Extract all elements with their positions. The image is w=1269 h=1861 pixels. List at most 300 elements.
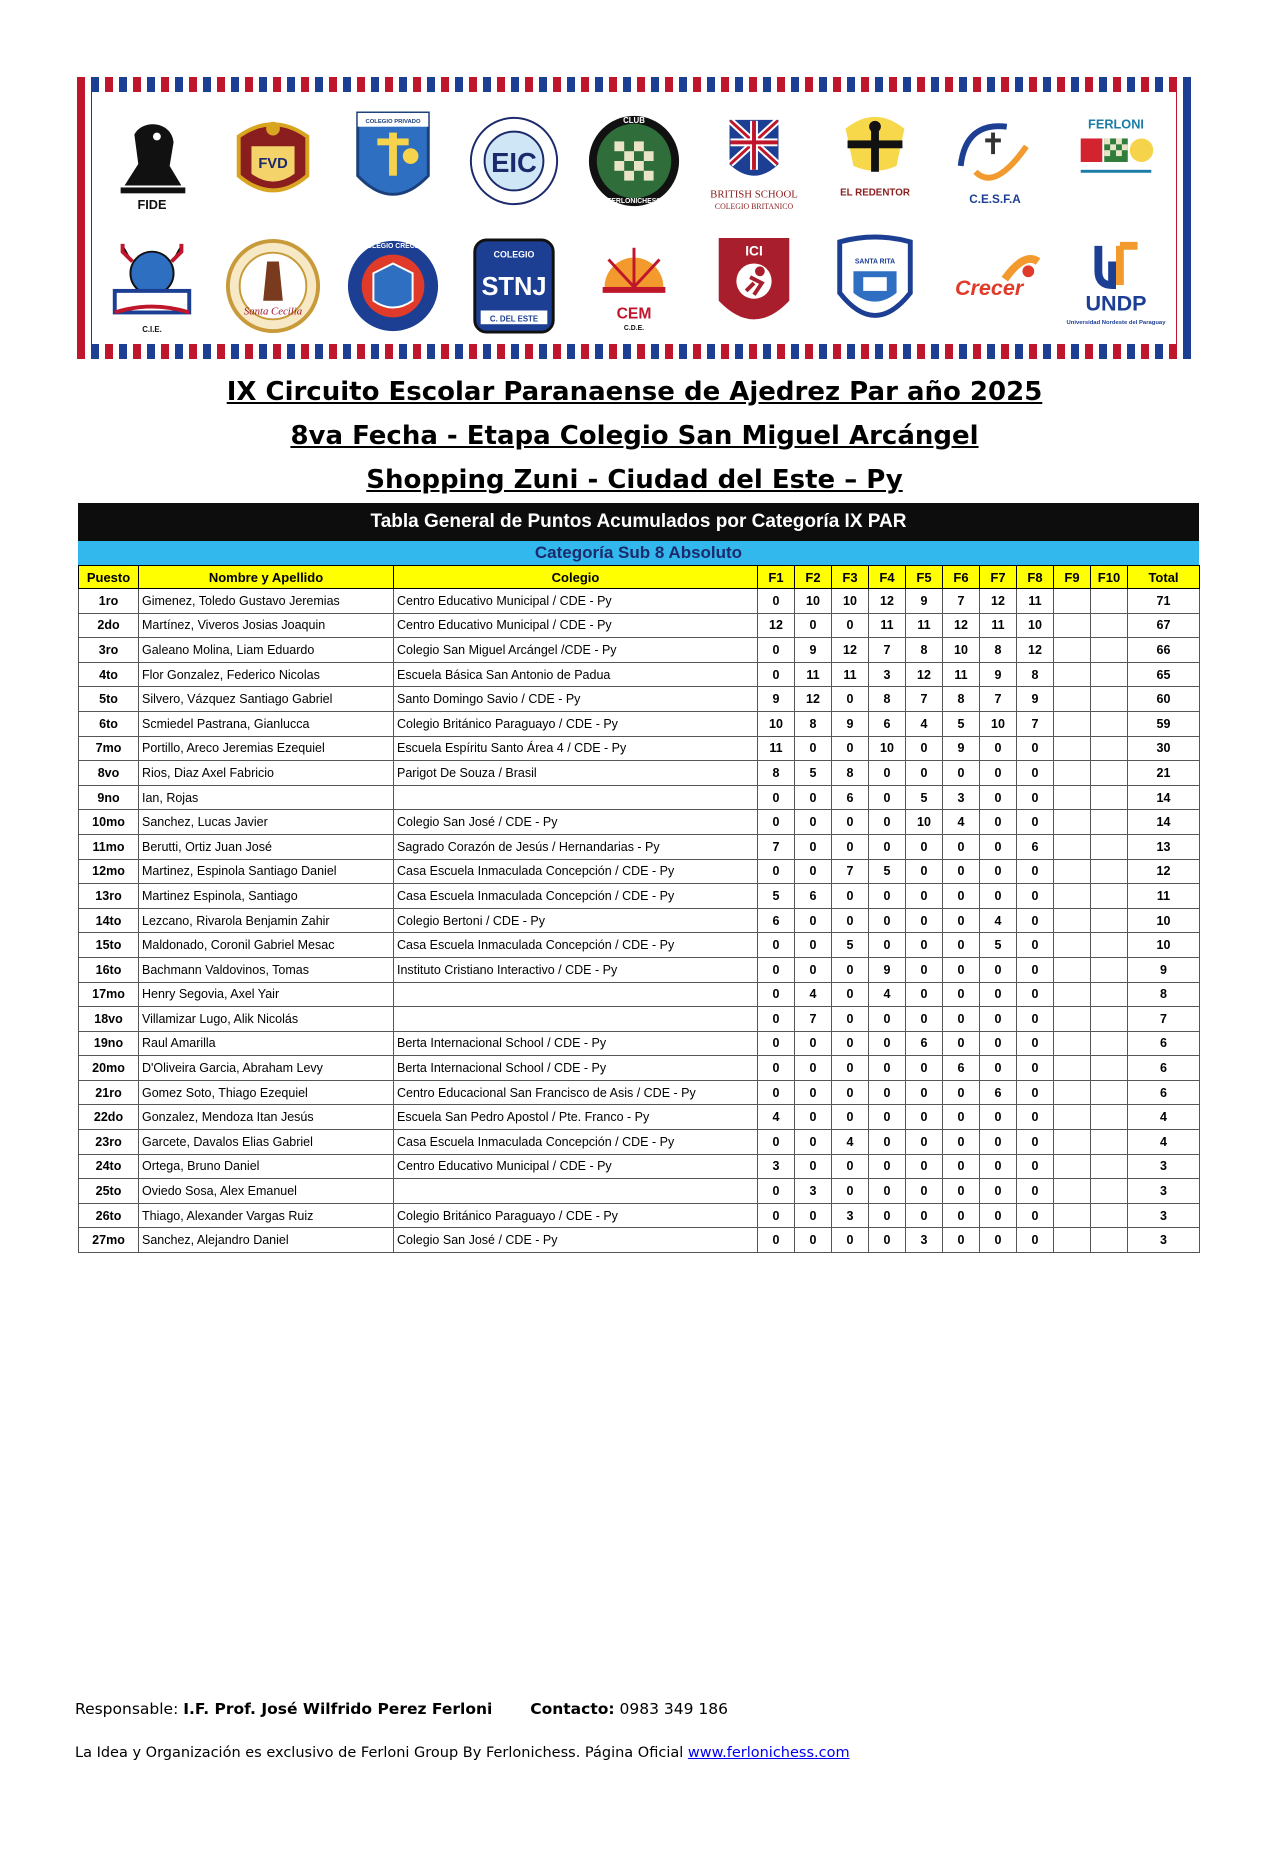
fecha-points-cell: 0 [832,1056,869,1081]
fecha-points-cell [1054,1007,1091,1032]
nombre-cell: Villamizar Lugo, Alik Nicolás [139,1007,394,1032]
table-row [79,859,1200,884]
fecha-points-cell [1091,908,1128,933]
idea-text: La Idea y Organización es exclusivo de Ferloni Group By Ferlonichess. Página Oficial [75,1745,684,1761]
fecha-points-cell: 0 [980,1228,1017,1253]
puesto-cell: 17mo [79,982,139,1007]
fecha-points-cell: 0 [1017,859,1054,884]
fecha-points-cell: 6 [943,1056,980,1081]
fecha-points-cell: 10 [869,736,906,761]
fecha-points-cell: 0 [980,761,1017,786]
fecha-points-cell: 0 [1017,785,1054,810]
total-cell: 10 [1128,908,1200,933]
table-row [79,638,1200,663]
fecha-points-cell: 0 [832,908,869,933]
fecha-points-cell: 0 [795,933,832,958]
fecha-points-cell: 0 [1017,933,1054,958]
puesto-cell: 15to [79,933,139,958]
fecha-points-cell: 0 [869,1130,906,1155]
fecha-points-cell [1091,761,1128,786]
column-header: Colegio [394,566,758,589]
nombre-cell: Raul Amarilla [139,1031,394,1056]
santa-cecilia-logo [224,232,322,340]
fecha-points-cell: 0 [980,834,1017,859]
table-row [79,613,1200,638]
table-row [79,1105,1200,1130]
stnj-text: STNJ [480,272,547,301]
fecha-points-cell: 0 [1017,1154,1054,1179]
column-header: Total [1128,566,1200,589]
fecha-points-cell: 0 [1017,1179,1054,1204]
fecha-points-cell [1054,1105,1091,1130]
fecha-points-cell: 0 [869,785,906,810]
total-cell: 65 [1128,662,1200,687]
fecha-points-cell: 0 [795,1154,832,1179]
fecha-points-cell: 0 [795,785,832,810]
fecha-points-cell: 0 [906,859,943,884]
ferloni-group-logo [1067,107,1165,215]
crecer-text: Crecer [955,274,1024,300]
fecha-points-cell: 0 [943,1007,980,1032]
fecha-points-cell: 7 [758,834,795,859]
fecha-points-cell: 7 [832,859,869,884]
fecha-points-cell: 0 [869,1179,906,1204]
fecha-points-cell [1054,711,1091,736]
fecha-points-cell: 6 [758,908,795,933]
fecha-points-cell: 0 [758,638,795,663]
fecha-points-cell: 0 [832,1105,869,1130]
total-cell: 9 [1128,957,1200,982]
total-cell: 3 [1128,1203,1200,1228]
fecha-points-cell: 0 [943,1105,980,1130]
fecha-points-cell: 0 [869,1031,906,1056]
table-row [79,1080,1200,1105]
colegio-cell [394,982,758,1007]
fecha-points-cell: 0 [795,908,832,933]
column-header: F3 [832,566,869,589]
fecha-points-cell [1091,859,1128,884]
fecha-points-cell: 4 [758,1105,795,1130]
fecha-points-cell: 0 [758,1007,795,1032]
fecha-points-cell: 0 [943,1179,980,1204]
fecha-points-cell: 0 [758,589,795,614]
fecha-points-cell: 0 [795,1228,832,1253]
fecha-points-cell: 0 [795,1105,832,1130]
fecha-points-cell: 0 [795,859,832,884]
fecha-points-cell: 0 [1017,1080,1054,1105]
fecha-points-cell: 0 [832,884,869,909]
fecha-points-cell [1054,1080,1091,1105]
column-header: Puesto [79,566,139,589]
fecha-points-cell: 12 [1017,638,1054,663]
fecha-points-cell: 3 [758,1154,795,1179]
fecha-points-cell: 0 [906,933,943,958]
fecha-points-cell: 6 [906,1031,943,1056]
table-row [79,1154,1200,1179]
total-cell: 30 [1128,736,1200,761]
fecha-points-cell: 5 [869,859,906,884]
total-cell: 4 [1128,1130,1200,1155]
fecha-points-cell: 0 [758,662,795,687]
fecha-points-cell [1091,662,1128,687]
total-cell: 14 [1128,810,1200,835]
table-row [79,761,1200,786]
el-redentor-logo [826,107,924,215]
official-site-link[interactable]: www.ferlonichess.com [687,1745,850,1761]
fecha-points-cell: 0 [795,1056,832,1081]
fecha-points-cell: 0 [1017,1203,1054,1228]
fecha-points-cell: 10 [1017,613,1054,638]
fecha-points-cell: 3 [906,1228,943,1253]
fecha-points-cell: 0 [795,834,832,859]
fecha-points-cell: 0 [795,810,832,835]
fecha-points-cell: 0 [832,613,869,638]
fecha-points-cell: 3 [832,1203,869,1228]
fecha-points-cell: 0 [758,1130,795,1155]
puesto-cell: 27mo [79,1228,139,1253]
title-block [0,370,1269,502]
nombre-cell: Ortega, Bruno Daniel [139,1154,394,1179]
fecha-points-cell: 0 [832,1179,869,1204]
fecha-points-cell: 0 [869,884,906,909]
fecha-points-cell: 0 [832,1080,869,1105]
puesto-cell: 12mo [79,859,139,884]
fecha-points-cell: 0 [869,1203,906,1228]
colegio-cell: Sagrado Corazón de Jesús / Hernandarias - Py [394,834,758,859]
fecha-points-cell [1091,785,1128,810]
total-cell: 60 [1128,687,1200,712]
fecha-points-cell: 11 [906,613,943,638]
fecha-points-cell: 9 [832,711,869,736]
colegio-cell: Centro Educativo Municipal / CDE - Py [394,1154,758,1179]
fecha-points-cell: 0 [906,1007,943,1032]
cem-text: CEM [616,305,652,323]
nombre-cell: Martinez Espinola, Santiago [139,884,394,909]
fecha-points-cell: 12 [869,589,906,614]
nombre-cell: Martinez, Espinola Santiago Daniel [139,859,394,884]
fecha-points-cell: 0 [943,859,980,884]
total-cell: 10 [1128,933,1200,958]
fecha-points-cell [1091,957,1128,982]
nombre-cell: Scmiedel Pastrana, Gianlucca [139,711,394,736]
fecha-points-cell [1091,613,1128,638]
total-cell: 6 [1128,1031,1200,1056]
table-row [79,908,1200,933]
svg-text:COLEGIO: COLEGIO [493,249,534,260]
fecha-points-cell: 0 [795,1080,832,1105]
puesto-cell: 14to [79,908,139,933]
fecha-points-cell: 0 [906,908,943,933]
fecha-points-cell: 9 [1017,687,1054,712]
fecha-points-cell: 0 [1017,957,1054,982]
fecha-points-cell: 0 [758,957,795,982]
footer-responsable [75,1700,728,1718]
ici-logo [705,232,803,340]
fecha-points-cell: 5 [758,884,795,909]
fecha-points-cell: 0 [1017,1105,1054,1130]
fecha-points-cell: 0 [869,1228,906,1253]
table-row [79,1031,1200,1056]
fecha-points-cell: 0 [869,1105,906,1130]
nombre-cell: Thiago, Alexander Vargas Ruiz [139,1203,394,1228]
fecha-points-cell [1091,834,1128,859]
puesto-cell: 9no [79,785,139,810]
british-school-sub: COLEGIO BRITANICO [715,202,794,212]
table-row [79,687,1200,712]
total-cell: 3 [1128,1179,1200,1204]
table-row [79,1056,1200,1081]
puesto-cell: 22do [79,1105,139,1130]
santa-rita-text: SANTA RITA [854,258,895,266]
fecha-points-cell: 0 [795,1203,832,1228]
santa-rita-logo [826,232,924,340]
fecha-points-cell: 0 [758,1080,795,1105]
column-header: F8 [1017,566,1054,589]
fecha-points-cell: 0 [980,1130,1017,1155]
puesto-cell: 10mo [79,810,139,835]
fecha-points-cell: 6 [795,884,832,909]
nombre-cell: Sanchez, Alejandro Daniel [139,1228,394,1253]
fecha-points-cell: 0 [758,785,795,810]
total-cell: 7 [1128,1007,1200,1032]
eic-logo [465,107,563,215]
ferlonichess-club-logo [585,107,683,215]
colegio-cell: Centro Educativo Municipal / CDE - Py [394,613,758,638]
nombre-cell: Gonzalez, Mendoza Itan Jesús [139,1105,394,1130]
puesto-cell: 11mo [79,834,139,859]
fecha-points-cell [1054,834,1091,859]
column-header: F10 [1091,566,1128,589]
fecha-points-cell: 0 [1017,1056,1054,1081]
nombre-cell: Maldonado, Coronil Gabriel Mesac [139,933,394,958]
nombre-cell: D'Oliveira Garcia, Abraham Levy [139,1056,394,1081]
fecha-points-cell: 0 [943,1203,980,1228]
fecha-points-cell: 4 [832,1130,869,1155]
fecha-points-cell: 0 [832,810,869,835]
total-cell: 66 [1128,638,1200,663]
fecha-points-cell [1054,589,1091,614]
fecha-points-cell: 0 [980,1203,1017,1228]
colegio-cell: Centro Educacional San Francisco de Asis / CDE - Py [394,1080,758,1105]
fecha-points-cell: 0 [980,1056,1017,1081]
fecha-points-cell: 0 [758,933,795,958]
table-row [79,982,1200,1007]
fecha-points-cell: 0 [1017,1228,1054,1253]
nombre-cell: Portillo, Areco Jeremias Ezequiel [139,736,394,761]
fecha-points-cell: 0 [980,1007,1017,1032]
fecha-points-cell [1091,982,1128,1007]
column-header: F6 [943,566,980,589]
fecha-points-cell: 9 [869,957,906,982]
table-row [79,884,1200,909]
nombre-cell: Ian, Rojas [139,785,394,810]
fecha-points-cell: 0 [943,957,980,982]
table-row [79,589,1200,614]
fecha-points-cell: 3 [869,662,906,687]
total-cell: 67 [1128,613,1200,638]
juan-pablo-ii-logo [344,107,442,215]
fecha-points-cell: 0 [869,1080,906,1105]
fecha-points-cell: 0 [758,859,795,884]
puesto-cell: 3ro [79,638,139,663]
puesto-cell: 2do [79,613,139,638]
fecha-points-cell [1054,1130,1091,1155]
colegio-cell: Escuela Básica San Antonio de Padua [394,662,758,687]
fecha-points-cell: 0 [869,908,906,933]
fecha-points-cell: 7 [795,1007,832,1032]
fecha-points-cell [1091,1203,1128,1228]
colegio-cell: Santo Domingo Savio / CDE - Py [394,687,758,712]
title-line-3: Shopping Zuni - Ciudad del Este – Py [366,465,903,495]
table-row [79,736,1200,761]
puesto-cell: 20mo [79,1056,139,1081]
nombre-cell: Martínez, Viveros Josias Joaquin [139,613,394,638]
fecha-points-cell: 0 [1017,1031,1054,1056]
fecha-points-cell: 8 [980,638,1017,663]
total-cell: 6 [1128,1080,1200,1105]
puesto-cell: 13ro [79,884,139,909]
ferlonichess-logo-text: FERLONICHESS [607,198,661,206]
fecha-points-cell [1054,982,1091,1007]
responsable-name: I.F. Prof. José Wilfrido Perez Ferloni [183,1700,493,1718]
nombre-cell: Berutti, Ortiz Juan José [139,834,394,859]
fecha-points-cell [1054,1031,1091,1056]
table-row [79,957,1200,982]
fecha-points-cell: 9 [980,662,1017,687]
fecha-points-cell [1054,1228,1091,1253]
colegio-cell: Berta Internacional School / CDE - Py [394,1031,758,1056]
colegio-cell: Colegio San Miguel Arcángel /CDE - Py [394,638,758,663]
puesto-cell: 1ro [79,589,139,614]
title-line-1: IX Circuito Escolar Paranaense de Ajedrez Par año 2025 [226,377,1043,407]
fecha-points-cell: 0 [943,908,980,933]
fecha-points-cell [1091,810,1128,835]
column-header: F5 [906,566,943,589]
fecha-points-cell: 8 [795,711,832,736]
fecha-points-cell: 0 [980,1031,1017,1056]
fecha-points-cell: 0 [795,613,832,638]
fecha-points-cell [1054,933,1091,958]
fecha-points-cell [1091,1154,1128,1179]
crecer-logo [946,232,1044,340]
column-header: F1 [758,566,795,589]
fecha-points-cell: 7 [906,687,943,712]
british-school-logo [705,107,803,215]
fecha-points-cell: 0 [1017,1130,1054,1155]
fecha-points-cell: 8 [1017,662,1054,687]
colegio-cell: Casa Escuela Inmaculada Concepción / CDE - Py [394,1130,758,1155]
fecha-points-cell [1054,810,1091,835]
fecha-points-cell: 0 [832,1154,869,1179]
table-row [79,1228,1200,1253]
fecha-points-cell: 0 [1017,1007,1054,1032]
fecha-points-cell: 0 [758,1228,795,1253]
fecha-points-cell [1091,1228,1128,1253]
fecha-points-cell: 0 [1017,884,1054,909]
stnj-logo [465,232,563,340]
fvd-logo [224,107,322,215]
fecha-points-cell [1054,638,1091,663]
fecha-points-cell [1054,908,1091,933]
fecha-points-cell: 9 [943,736,980,761]
undp-sub: Universidad Nordeste del Paraguay [1066,320,1166,327]
fecha-points-cell [1091,1105,1128,1130]
fecha-points-cell: 7 [980,687,1017,712]
santa-cecilia-text: Santa Cecilia [243,305,302,318]
fecha-points-cell: 0 [980,810,1017,835]
colegio-cell: Colegio Británico Paraguayo / CDE - Py [394,711,758,736]
fecha-points-cell: 0 [832,1007,869,1032]
fecha-points-cell: 0 [906,1105,943,1130]
colegio-cell [394,785,758,810]
table-row [79,834,1200,859]
fecha-points-cell: 12 [980,589,1017,614]
fecha-points-cell: 9 [795,638,832,663]
contacto-value: 0983 349 186 [619,1700,728,1718]
fecha-points-cell: 11 [943,662,980,687]
fecha-points-cell: 0 [906,982,943,1007]
fide-logo [103,107,201,215]
fecha-points-cell: 0 [869,810,906,835]
column-header: F2 [795,566,832,589]
puesto-cell: 19no [79,1031,139,1056]
fecha-points-cell: 5 [795,761,832,786]
fecha-points-cell: 0 [943,834,980,859]
fecha-points-cell: 0 [906,1179,943,1204]
fecha-points-cell: 0 [795,1130,832,1155]
column-header: F4 [869,566,906,589]
fecha-points-cell: 12 [832,638,869,663]
fecha-points-cell: 10 [795,589,832,614]
fecha-points-cell [1054,1154,1091,1179]
fecha-points-cell [1054,1203,1091,1228]
fecha-points-cell: 6 [832,785,869,810]
fecha-points-cell: 0 [943,982,980,1007]
fecha-points-cell: 0 [832,736,869,761]
puesto-cell: 6to [79,711,139,736]
svg-text:COLEGIO PRIVADO: COLEGIO PRIVADO [365,118,421,125]
fecha-points-cell: 6 [980,1080,1017,1105]
nombre-cell: Galeano Molina, Liam Eduardo [139,638,394,663]
puesto-cell: 21ro [79,1080,139,1105]
total-cell: 59 [1128,711,1200,736]
nombre-cell: Bachmann Valdovinos, Tomas [139,957,394,982]
fecha-points-cell: 12 [795,687,832,712]
fecha-points-cell: 0 [980,1179,1017,1204]
fecha-points-cell: 5 [980,933,1017,958]
fecha-points-cell: 9 [758,687,795,712]
fecha-points-cell: 7 [869,638,906,663]
fecha-points-cell: 0 [906,834,943,859]
contacto-label: Contacto: [530,1700,615,1718]
puesto-cell: 5to [79,687,139,712]
colegio-crecer-text: COLEGIO CRECER [361,242,425,250]
fecha-points-cell: 0 [906,1056,943,1081]
fecha-points-cell: 0 [795,957,832,982]
fecha-points-cell: 0 [832,982,869,1007]
total-cell: 14 [1128,785,1200,810]
fvd-logo-text: FVD [257,155,288,172]
fecha-points-cell [1054,884,1091,909]
fecha-points-cell [1091,1056,1128,1081]
fecha-points-cell: 10 [980,711,1017,736]
fecha-points-cell: 0 [832,957,869,982]
table-row [79,1007,1200,1032]
fecha-points-cell: 0 [906,1080,943,1105]
fecha-points-cell: 0 [980,957,1017,982]
total-cell: 4 [1128,1105,1200,1130]
column-header: F9 [1054,566,1091,589]
